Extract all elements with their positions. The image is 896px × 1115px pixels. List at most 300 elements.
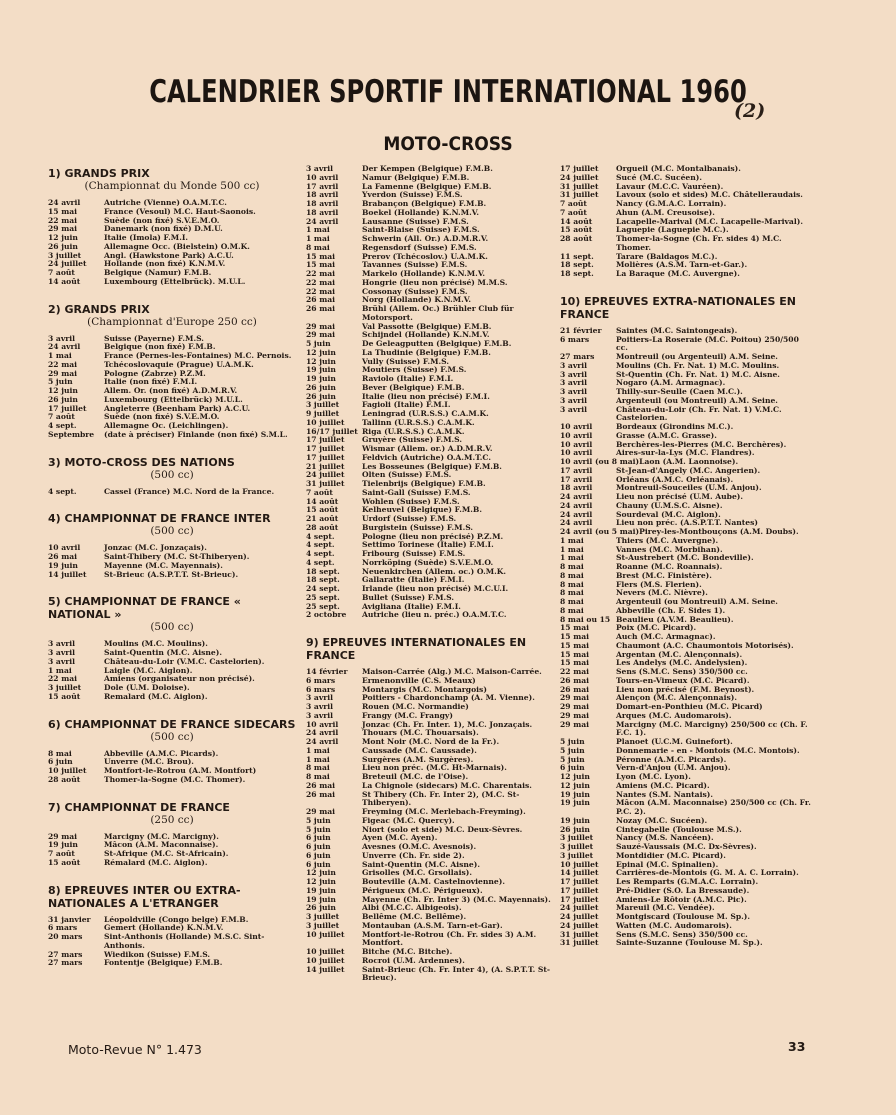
event-details: Val Passotte (Belgique) F.M.B.: [362, 321, 492, 331]
event-date: 3 avril: [560, 395, 588, 405]
event-details: Laguepie (Laguepie M.C.).: [616, 225, 729, 235]
event-details: Sucé (M.C. Sucéen).: [616, 172, 702, 182]
event-details: Amiens (organisateur non précisé).: [104, 674, 255, 684]
event-date: 17 juillet: [306, 452, 345, 462]
event-details: Norg (Hollande) K.N.M.V.: [362, 295, 471, 305]
event-date: 15 mai: [560, 632, 590, 641]
event-date: 27 mars: [560, 352, 595, 361]
event-date: 3 juillet: [306, 920, 340, 930]
event-date: 29 mai: [560, 710, 590, 720]
event-row: [560, 721, 812, 739]
event-date: 19 juin: [306, 365, 336, 375]
section-gap: [48, 702, 296, 706]
section-heading-text: 8) EPREUVES INTER OU EXTRA-NATIONALES A L'ETRANGER: [48, 883, 241, 910]
event-row: [560, 270, 812, 279]
event-details: Alençon (M.C. Alençonnais).: [616, 693, 737, 703]
event-details: Montgiscard (Toulouse M. Sp.).: [616, 912, 751, 921]
column-2: [306, 165, 558, 987]
event-details: St-Brieuc (A.S.P.T.T. St-Brieuc).: [104, 569, 239, 579]
event-row: [306, 611, 558, 620]
event-details: La Famenne (Belgique) F.M.B.: [362, 181, 492, 191]
event-details: France (Vesoul) M.C. Haut-Saonois.: [104, 206, 256, 216]
event-details: Allem. Or. (non fixé) A.D.M.R.V.: [104, 386, 238, 395]
section-heading-text: 2) GRANDS PRIX: [48, 302, 150, 316]
event-row: [48, 859, 296, 868]
event-details: Gemert (Hollande) K.N.M.V.: [104, 923, 224, 933]
event-date: 8 mai: [306, 763, 330, 773]
event-details: Lavoux (solo et sides) M.C. Châtelleraudais.: [616, 190, 803, 200]
event-date: 31 juillet: [306, 479, 345, 488]
event-date: 31 juillet: [560, 929, 599, 939]
event-date: 24 sept.: [306, 584, 340, 593]
event-details: Schwerin (All. Or.) A.D.M.R.V.: [362, 234, 489, 243]
event-details: Moulins (Ch. Fr. Nat. 1) M.C. Moulins.: [616, 360, 780, 370]
section-gap: [48, 440, 296, 444]
event-date: 15 mai: [306, 251, 336, 261]
event-details: Les Bosseunes (Belgique) F.M.B.: [362, 461, 502, 471]
event-date: 14 juillet: [560, 868, 599, 878]
event-details: Laigle (M.C. Aiglon).: [104, 665, 193, 675]
event-details: Léopoldville (Congo belge) F.M.B.: [104, 914, 249, 924]
event-date: 4 sept.: [306, 557, 335, 567]
event-details: Surgères (A.M. Surgères).: [362, 754, 474, 764]
event-date: 19 juin: [306, 374, 336, 383]
event-date: 7 août: [560, 199, 587, 208]
event-row: [48, 776, 296, 785]
event-details: Mont Noir (M.C. Nord de la Fr.).: [362, 737, 500, 746]
event-details: Nancy (G.M.A.C. Lorrain).: [616, 199, 727, 208]
event-date: 3 juillet: [306, 912, 340, 921]
event-details: La Thudinie (Belgique) F.M.B.: [362, 347, 491, 357]
event-details: Vannes (M.C. Morbihan).: [616, 544, 723, 554]
event-date: 3 juillet: [48, 683, 82, 692]
event-date: 22 mai: [48, 359, 78, 369]
event-details: Bouteville (A.M. Castelnovienne).: [362, 877, 505, 886]
event-date: 24 juillet: [306, 470, 345, 480]
event-details: Château-du-Loir (Ch. Fr. Nat. 1) V.M.C. Castelorien.: [616, 404, 782, 423]
event-details: Roanne (M.C. Roannais).: [616, 562, 723, 571]
event-date: 17 juillet: [306, 444, 345, 453]
event-details: Tours-en-Vimeux (M.C. Picard).: [616, 675, 750, 685]
event-details: Amiens (M.C. Picard).: [616, 780, 710, 790]
event-date: 10 juillet: [306, 417, 345, 427]
event-details: Unverre (Ch. Fr. side 2).: [362, 850, 465, 860]
event-date: 24 juillet: [560, 920, 599, 930]
event-date: 22 mai: [306, 269, 336, 278]
event-details: Gallaratte (Italie) F.M.I.: [362, 575, 465, 585]
event-date: 15 mai: [560, 658, 590, 668]
event-details: Sainte-Suzanne (Toulouse M. Sp.).: [616, 938, 763, 948]
event-details: De Geleagputten (Belgique) F.M.B.: [362, 339, 512, 348]
section-gap: [48, 785, 296, 789]
event-row: [306, 931, 558, 949]
event-details: Feldvich (Autriche) O.A.M.T.C.: [362, 452, 491, 462]
event-details: Lieu non préc. (M.C. Ht-Marnais).: [362, 763, 507, 773]
event-details: Tarare (Baldagos M.C.).: [616, 251, 718, 261]
event-date: 26 mai: [560, 684, 590, 694]
event-date: 7 août: [306, 487, 333, 497]
event-details: Saint-Gall (Suisse) F.M.S.: [362, 487, 471, 497]
event-date: 5 juin: [48, 377, 73, 387]
event-details: Brühl (Allem. Oc.) Brühler Club für Motorsport.: [362, 304, 514, 322]
event-date: 3 avril: [48, 656, 76, 666]
section-heading: [48, 884, 296, 910]
event-date: 6 juin: [306, 842, 331, 851]
event-date: 3 avril: [560, 369, 588, 379]
event-details: Thomer-la-Sogne (M.C. Thomer).: [104, 774, 246, 784]
section-heading: [48, 718, 296, 744]
event-details: Lavaur (M.C.C. Vauréen).: [616, 181, 724, 191]
event-details: Nogaro (A.M. Armagnac).: [616, 378, 726, 388]
event-date: Septembre: [48, 429, 95, 439]
section-heading: [48, 595, 296, 634]
event-date: 15 mai: [306, 260, 336, 270]
event-date: 10 avril: [306, 719, 339, 729]
event-date: 24 avril: [560, 509, 593, 519]
event-details: Urdorf (Suisse) F.M.S.: [362, 514, 457, 523]
event-details: La Baraque (M.C. Auvergne).: [616, 269, 740, 278]
event-details: Molières (A.S.M. Tarn-et-Gar.).: [616, 260, 748, 270]
event-date: 19 juin: [48, 560, 78, 570]
event-date: 1 mai: [306, 225, 330, 235]
event-date: 22 mai: [306, 277, 336, 287]
event-details: Thiers (M.C. Auvergne).: [616, 535, 719, 545]
event-date: 12 juin: [48, 233, 78, 242]
event-details: Belgique (Namur) F.M.B.: [104, 268, 212, 277]
event-date: 10 juillet: [306, 929, 345, 939]
event-date: 24 avril: [48, 198, 81, 207]
event-details: Marcigny (M.C. Marcigny) 250/500 cc (Ch. F. F.C. 1).: [616, 719, 808, 738]
event-details: Orgueil (M.C. Montalbanais).: [616, 164, 741, 173]
event-row: [48, 488, 296, 497]
event-date: 17 avril: [306, 181, 339, 191]
event-date: 29 mai: [560, 719, 590, 729]
event-row: [48, 693, 296, 702]
event-date: 1 mai: [306, 754, 330, 764]
event-date: 2 octobre: [306, 610, 347, 620]
event-details: Caussade (M.C. Caussade).: [362, 745, 477, 755]
event-date: 3 avril: [48, 333, 76, 343]
event-date: 5 juin: [560, 754, 585, 764]
event-details: Allemagne Occ. (Bielstein) O.M.K.: [104, 241, 250, 251]
event-date: 15 août: [48, 691, 81, 701]
magazine-issue: Moto-Revue N° 1.473: [68, 1042, 202, 1057]
event-date: 5 juin: [560, 745, 585, 755]
event-details: Lacapelle-Marival (M.C. Lacapelle-Marival).: [616, 216, 803, 226]
event-date: 17 avril: [560, 474, 593, 484]
event-details: Watten (M.C. Audomarois).: [616, 920, 732, 930]
event-date: 15 mai: [560, 640, 590, 650]
event-details: Nozay (M.C. Sucéen).: [616, 815, 708, 825]
event-date: 18 avril: [306, 207, 339, 217]
event-details: Bullet (Suisse) F.M.S.: [362, 592, 454, 602]
event-details: Mareuil (M.C. Vendée).: [616, 903, 715, 913]
event-date: 28 août: [48, 774, 81, 784]
event-date: 29 mai: [48, 224, 78, 234]
event-date: 3 avril: [560, 404, 588, 414]
event-date: 10 juillet: [306, 955, 345, 965]
event-details: Grisolles (M.C. Grsollais).: [362, 868, 472, 878]
event-date: 12 juin: [306, 877, 336, 886]
event-date: 10 avril: [560, 422, 593, 431]
event-details: Luxembourg (Ettelbrück) M.U.L.: [104, 394, 243, 404]
event-date: 31 juillet: [560, 938, 599, 948]
event-date: 29 mai: [48, 831, 78, 841]
event-date: 22 mai: [48, 215, 78, 225]
event-details: Arques (M.C. Audomarois).: [616, 710, 732, 720]
event-date: 1 mai: [306, 745, 330, 755]
event-details: Sauzé-Vaussais (M.C. Dx-Sèvres).: [616, 842, 757, 851]
event-details: Saint-Quentin (M.C. Aisne).: [104, 648, 222, 657]
event-details: Thouars (M.C. Thouarsais).: [362, 728, 479, 738]
event-details: Brest (M.C. Finistère).: [616, 570, 712, 580]
section-gap: [306, 620, 558, 624]
event-date: 3 juillet: [560, 833, 594, 843]
event-date: 31 juillet: [560, 181, 599, 191]
event-date: 18 sept.: [306, 566, 340, 576]
event-date: 15 mai: [560, 649, 590, 659]
event-date: 12 juin: [560, 780, 590, 790]
event-date: 31 janvier: [48, 914, 91, 924]
event-details: Les Remparts (G.M.A.C. Lorrain).: [616, 877, 759, 886]
event-details: Tchécoslovaquie (Prague) U.A.M.K.: [104, 359, 254, 369]
event-date: 24 avril: [560, 518, 593, 528]
event-date: 26 juin: [560, 824, 590, 834]
event-details: Moulins (M.C. Moulins).: [104, 639, 208, 649]
event-date: 24 juillet: [560, 172, 599, 182]
event-details: Olten (Suisse) F.M.S.: [362, 470, 452, 480]
event-date: 24 juillet: [560, 912, 599, 921]
event-details: Pologne (lieu non précisé) P.Z.M.: [362, 531, 504, 541]
event-date: 28 août: [560, 234, 593, 243]
section-category: (500 cc): [150, 468, 194, 481]
event-date: 3 avril: [560, 378, 588, 388]
section-heading-text: 9) EPREUVES INTERNATIONALES EN FRANCE: [306, 636, 527, 662]
event-details: Fagioli (Italie) F.M.I.: [362, 400, 451, 410]
section-gap: [560, 279, 812, 283]
event-details: Kelheuvel (Belgique) F.M.B.: [362, 505, 482, 515]
event-date: 4 sept.: [48, 486, 77, 496]
event-date: 27 mars: [48, 958, 83, 968]
event-details: Lausanne (Suisse) F.M.S.: [362, 216, 469, 226]
event-date: 24 juillet: [48, 259, 87, 269]
event-date: 3 juillet: [560, 850, 594, 860]
event-date: 17 juillet: [560, 164, 599, 173]
event-date: 19 juin: [560, 789, 590, 799]
event-details: Poitiers - Chardonchamp (A. M. Vienne).: [362, 693, 535, 703]
event-date: 3 avril: [560, 360, 588, 370]
event-details: Dole (U.M. Doloise).: [104, 683, 190, 692]
event-details: Péronne (A.M.C. Picards).: [616, 754, 727, 764]
event-date: 4 sept.: [48, 421, 77, 430]
event-date: 16/17 juillet: [306, 426, 358, 436]
event-date: 5 juin: [306, 824, 331, 834]
event-details: Moutiers (Suisse) F.M.S.: [362, 365, 467, 375]
section-heading-text: 1) GRANDS PRIX: [48, 167, 150, 180]
event-details: Riga (U.R.S.S.) C.A.M.K.: [362, 426, 465, 436]
event-details: Breteuil (M.C. de l'Oise).: [362, 772, 469, 781]
event-details: Nevers (M.C. Nièvre).: [616, 588, 708, 598]
section-gap: [48, 287, 296, 291]
event-details: Montreuil-Souceiles (U.M. Anjou).: [616, 483, 762, 493]
event-details: Domart-en-Ponthieu (M.C. Picard): [616, 702, 763, 711]
event-date: 24 avril: [306, 216, 339, 226]
event-details: Suisse (Payerne) F.M.S.: [104, 333, 204, 343]
section-gap: [306, 983, 558, 987]
event-date: 17 juillet: [306, 435, 345, 445]
event-row: [560, 336, 812, 354]
event-details: Montreuil (ou Argenteuil) A.M. Seine.: [616, 352, 778, 361]
event-details: Namur (Belgique) F.M.B.: [362, 172, 470, 182]
event-details: Mâcon (A.M. Maconnaise).: [104, 840, 219, 850]
event-details: Cassel (France) M.C. Nord de la France.: [104, 486, 275, 496]
event-date: 18 avril: [560, 483, 593, 493]
event-date: 26 mai: [306, 780, 336, 790]
event-details: Bever (Belgique) F.M.B.: [362, 382, 465, 392]
event-date: 24 avril: [560, 500, 593, 510]
event-details: Unverre (M.C. Brou).: [104, 757, 194, 767]
event-date: 15 août: [560, 225, 593, 235]
event-date: 6 juin: [306, 833, 331, 843]
event-details: Boekel (Hollande) K.N.M.V.: [362, 207, 479, 217]
event-date: 29 mai: [306, 330, 336, 340]
event-details: Fribourg (Suisse) F.M.S.: [362, 549, 466, 558]
event-details: Lyon (M.C. Lyon).: [616, 772, 691, 781]
event-date: 14 août: [306, 496, 339, 506]
event-details: Autriche (Vienne) O.A.M.T.C.: [104, 198, 227, 207]
event-date: 10 juillet: [560, 859, 599, 869]
event-date: 14 juillet: [306, 964, 345, 974]
section-heading: [48, 303, 296, 329]
event-details: St-Afrique (M.C. St-Africain).: [104, 849, 229, 858]
section-heading: [48, 456, 296, 482]
column-3: [560, 165, 812, 952]
section-heading-text: 7) CHAMPIONNAT DE FRANCE: [48, 800, 230, 814]
event-details: Montargis (M.C. Montargois): [362, 684, 487, 694]
event-details: (date à préciser) Finlande (non fixé) S.M.L.: [104, 429, 288, 439]
event-row: [560, 939, 812, 948]
event-row: [306, 791, 558, 809]
event-date: 29 mai: [306, 807, 336, 816]
event-details: Raviolo (Italie) F.M.I.: [362, 374, 454, 383]
event-details: Pirey-les-Montbouçons (A.M. Doubs).: [639, 527, 799, 536]
event-date: 20 mars: [48, 932, 83, 941]
section-category: (500 cc): [150, 525, 194, 538]
event-details: Montauban (A.S.M. Tarn-et-Gar).: [362, 920, 503, 930]
event-details: Auch (M.C. Armagnac).: [616, 632, 716, 641]
event-date: 21 août: [306, 514, 339, 523]
event-date: 19 juin: [306, 894, 336, 904]
event-date: 3 avril: [560, 387, 588, 396]
event-date: 31 juillet: [560, 190, 599, 200]
event-details: Les Andelys (M.C. Andelysien).: [616, 658, 748, 668]
event-details: Epinal (M.C. Spinalien).: [616, 859, 719, 869]
event-date: 10 juillet: [48, 766, 87, 775]
event-date: 6 juin: [48, 757, 73, 767]
event-date: 8 mai: [560, 597, 584, 606]
event-details: St Thibery (Ch. Fr. Inter 2), (M.C. St-Thiberyen).: [362, 789, 520, 808]
event-details: Albi (M.C.C. Albigeois).: [362, 903, 462, 913]
event-date: 22 mai: [560, 667, 590, 676]
event-row: [48, 933, 296, 951]
event-details: Allemagne Oc. (Leichlingen).: [104, 421, 229, 430]
event-details: Mayenne (Ch. Fr. Inter 3) (M.C. Mayennais).: [362, 894, 551, 904]
event-date: 7 août: [48, 268, 75, 277]
event-date: 26 mai: [306, 304, 336, 313]
event-date: 26 mai: [306, 789, 336, 799]
event-details: Tallinn (U.R.S.S.) C.A.M.K.: [362, 417, 475, 427]
event-details: Italie (Imola) F.M.I.: [104, 233, 189, 242]
event-date: 1 mai: [48, 665, 72, 675]
event-details: Rouen (M.C. Normandie): [362, 702, 469, 711]
event-details: Autriche (lieu n. préc.) O.A.M.T.C.: [362, 610, 507, 620]
event-row: [560, 799, 812, 817]
event-date: 17 juillet: [560, 877, 599, 886]
event-date: 10 avril: [560, 430, 593, 440]
event-details: Montdidier (M.C. Picard).: [616, 850, 726, 860]
event-date: 15 mai: [560, 623, 590, 633]
event-details: Sens (S.M.C. Sens) 350/500 cc.: [616, 929, 748, 939]
event-date: 28 août: [306, 522, 339, 532]
event-date: 5 juin: [560, 737, 585, 746]
event-details: Chaumont (A.C. Chaumontois Motorisés).: [616, 640, 794, 650]
event-date: 3 avril: [306, 693, 334, 703]
event-date: 8 mai: [560, 562, 584, 571]
event-date: 6 mars: [306, 675, 336, 685]
event-details: Rémalard (M.C. Aiglon).: [104, 857, 208, 867]
event-date: 17 juillet: [48, 403, 87, 413]
page-number: 33: [788, 1039, 806, 1054]
event-details: Der Kempen (Belgique) F.M.B.: [362, 164, 493, 173]
event-details: Argentan (M.C. Alençonnais).: [616, 649, 743, 659]
event-row: [560, 406, 812, 424]
event-details: Ayen (M.C. Ayen).: [362, 833, 438, 843]
event-date: 14 février: [306, 667, 348, 676]
event-date: 8 mai: [560, 588, 584, 598]
event-date: 19 juin: [560, 815, 590, 825]
event-date: 10 avril (ou 8 mai): [560, 457, 640, 466]
event-date: 1 mai: [48, 351, 72, 360]
section-heading-text: 6) CHAMPIONNAT DE FRANCE SIDECARS: [48, 717, 296, 731]
event-details: Cossonay (Suisse) F.M.S.: [362, 286, 468, 296]
event-date: 3 avril: [306, 710, 334, 720]
event-date: 6 mars: [560, 334, 590, 344]
event-date: 26 mai: [306, 295, 336, 305]
event-details: St-Quentin (Ch. Fr. Nat. 1) M.C. Aisne.: [616, 369, 780, 379]
event-date: 18 avril: [306, 190, 339, 200]
event-details: Suède (non fixé) S.V.E.M.O.: [104, 215, 220, 225]
event-details: Abbeville (Ch. F. Sides 1).: [616, 605, 726, 615]
section-heading-text: 10) EPREUVES EXTRA-NATIONALES EN FRANCE: [560, 294, 797, 321]
section-subtitle: MOTO-CROSS: [383, 133, 513, 155]
event-date: 1 mai: [560, 544, 584, 554]
event-details: Saint-Blaise (Suisse) F.M.S.: [362, 225, 480, 235]
event-details: Sint-Anthonis (Hollande) M.S.C. Sint-Anthonis.: [104, 932, 265, 950]
event-date: 25 sept.: [306, 601, 340, 611]
event-details: Amiens-Le Rôtoir (A.M.C. Pic).: [616, 894, 747, 904]
event-details: Burgistein (Suisse) F.M.S.: [362, 522, 474, 532]
event-details: Jonzac (Ch. Fr. Inter. 1), M.C. Jonzaçais.: [362, 719, 533, 729]
event-details: Montfort-le-Rotrou (Ch. Fr. sides 3) A.M. Montfort.: [362, 929, 537, 948]
event-details: Poitiers-La Roseraie (M.C. Poitou) 250/500 cc.: [616, 334, 799, 353]
event-date: 24 avril: [306, 728, 339, 738]
event-details: Carrières-de-Montois (G. M. A. C. Lorrain).: [616, 868, 799, 878]
section-heading: [560, 295, 812, 321]
section-category: (250 cc): [150, 813, 194, 826]
event-details: Belgique (non fixé) F.M.B.: [104, 342, 216, 352]
event-details: Pologne (Zabrze) P.Z.M.: [104, 368, 206, 378]
event-date: 15 mai: [48, 206, 78, 216]
